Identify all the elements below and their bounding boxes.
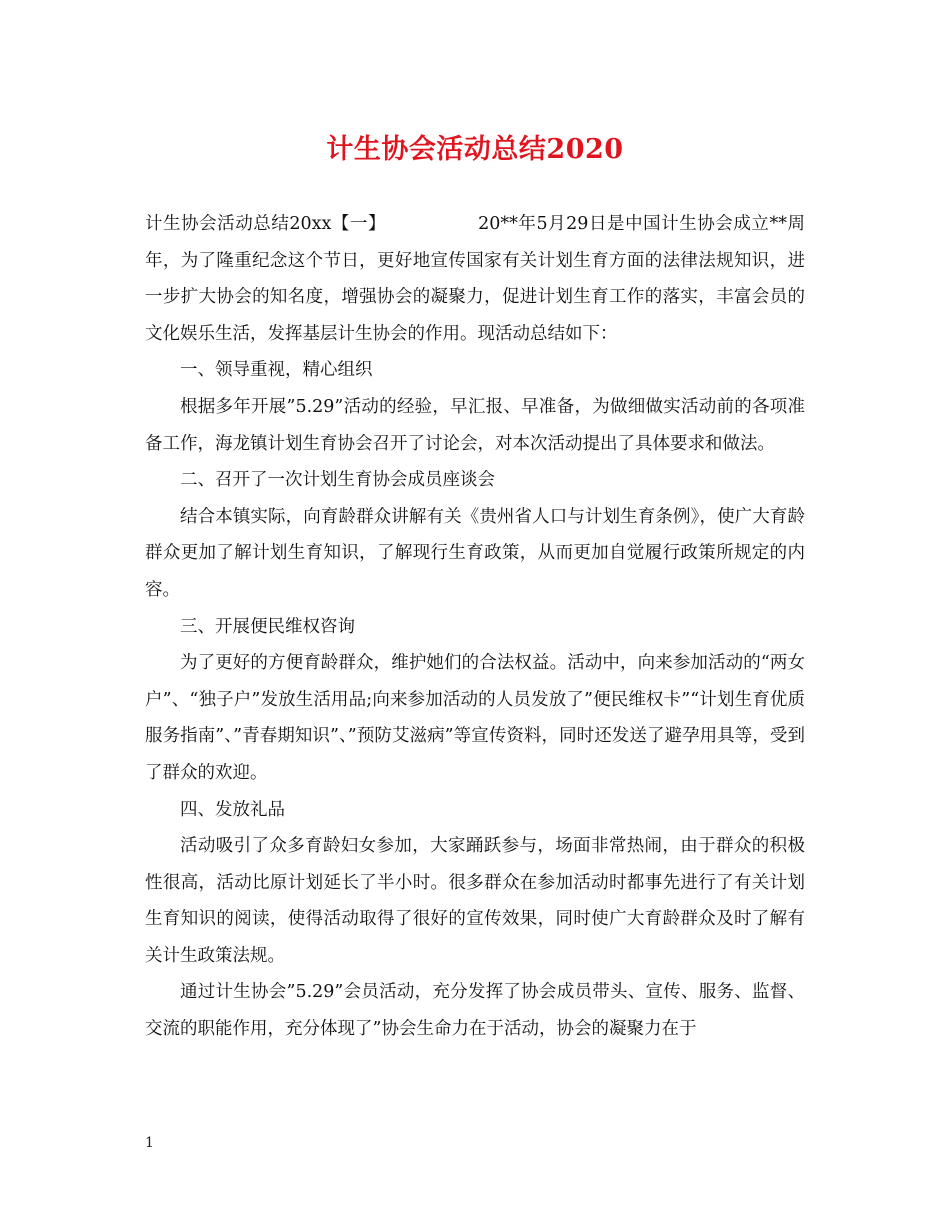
paragraph-4: 活动吸引了众多育龄妇女参加，大家踊跃参与，场面非常热闹，由于群众的积极性很高，活动比原计划延长了半小时。很多群众在参加活动时都事先进行了有关计划生育知识的阅读，使得活动取得了很好的宣传效果，同时使广大育龄群众及时了解有关计生政策法规。	[145, 836, 805, 966]
paragraph-1: 根据多年开展”5.29”活动的经验，早汇报、早准备，为做细做实活动前的各项准备工作，海龙镇计划生育协会召开了讨论会，对本次活动提出了具体要求和做法。	[145, 396, 805, 454]
section-heading-2: 二、召开了一次计划生育协会成员座谈会	[180, 470, 495, 491]
section-heading-4: 四、发放礼品	[180, 799, 285, 820]
document-title: 计生协会活动总结2020	[326, 134, 624, 165]
intro-text: 20**年5月29日是中国计生协会成立**周年，为了隆重纪念这个节日，更好地宣传国家有关计划生育方面的法律法规知识，进一步扩大协会的知名度，增强协会的凝聚力，促进计划生育工作的落实，丰富会员的文化娱乐生活，发挥基层计生协会的作用。现活动总结如下：	[145, 214, 805, 344]
section-heading-3: 三、开展便民维权咨询	[180, 616, 355, 637]
page-number: 1	[145, 1135, 154, 1151]
document-body	[145, 206, 805, 1048]
intro-paragraph	[145, 206, 805, 352]
paragraph-2: 结合本镇实际，向育龄群众讲解有关《贵州省人口与计划生育条例》，使广大育龄群众更加了解计划生育知识，了解现行生育政策，从而更加自觉履行政策所规定的内容。	[145, 506, 805, 600]
section-heading-1: 一、领导重视，精心组织	[180, 360, 373, 381]
paragraph-5: 通过计生协会”5.29”会员活动，充分发挥了协会成员带头、宣传、服务、监督、交流的职能作用，充分体现了”协会生命力在于活动，协会的凝聚力在于	[145, 982, 805, 1040]
paragraph-3: 为了更好的方便育龄群众，维护她们的合法权益。活动中，向来参加活动的“两女户”、“独子户”发放生活用品;向来参加活动的人员发放了”便民维权卡”“计划生育优质服务指南”、”青春期知识”、”预防艾滋病”等宣传资料，同时还发送了避孕用具等，受到了群众的欢迎。	[145, 653, 805, 783]
intro-heading: 计生协会活动总结20xx【一】	[145, 214, 387, 234]
